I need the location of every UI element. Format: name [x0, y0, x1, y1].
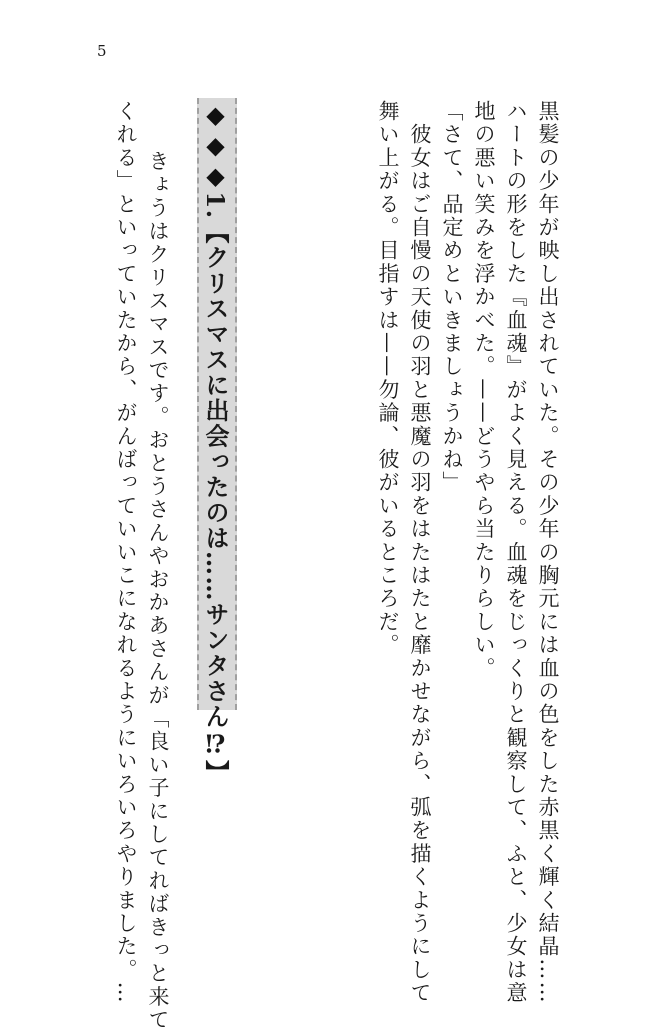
- body-column-4: 「さて、品定めといきましょうかね」: [440, 100, 464, 495]
- body-column-6: 舞い上がる。目指すは——勿論、彼がいるところだ。: [376, 100, 400, 657]
- chapter-text-column-2: くれる」といっていたから、がんばっていいこになれるようにいろいろやりました。…: [114, 100, 138, 1005]
- body-column-2: ハートの形をした『血魂』がよく見える。血魂をじっくりと観察して、ふと、少女は意: [504, 100, 528, 1005]
- chapter-text-column-1: きょうはクリスマスです。おとうさんやおかあさんが「良い子にしてればきっと来て: [146, 127, 170, 1032]
- chapter-heading-marks: ◆◆◆: [201, 100, 230, 192]
- chapter-heading: [201, 100, 230, 786]
- chapter-heading-title: 1.【クリスマスに出会ったのは……サンタさん⁉】: [201, 191, 230, 786]
- body-column-1: 黒髪の少年が映し出されていた。その少年の胸元には血の色をした赤黒く輝く結晶……: [536, 100, 560, 1005]
- page-number: 5: [97, 42, 107, 60]
- body-column-5: 彼女はご自慢の天使の羽と悪魔の羽をはたはたと靡かせながら、弧を描くようにして: [408, 100, 432, 1005]
- body-column-3: 地の悪い笑みを浮かべた。——どうやら当たりらしい。: [472, 100, 496, 680]
